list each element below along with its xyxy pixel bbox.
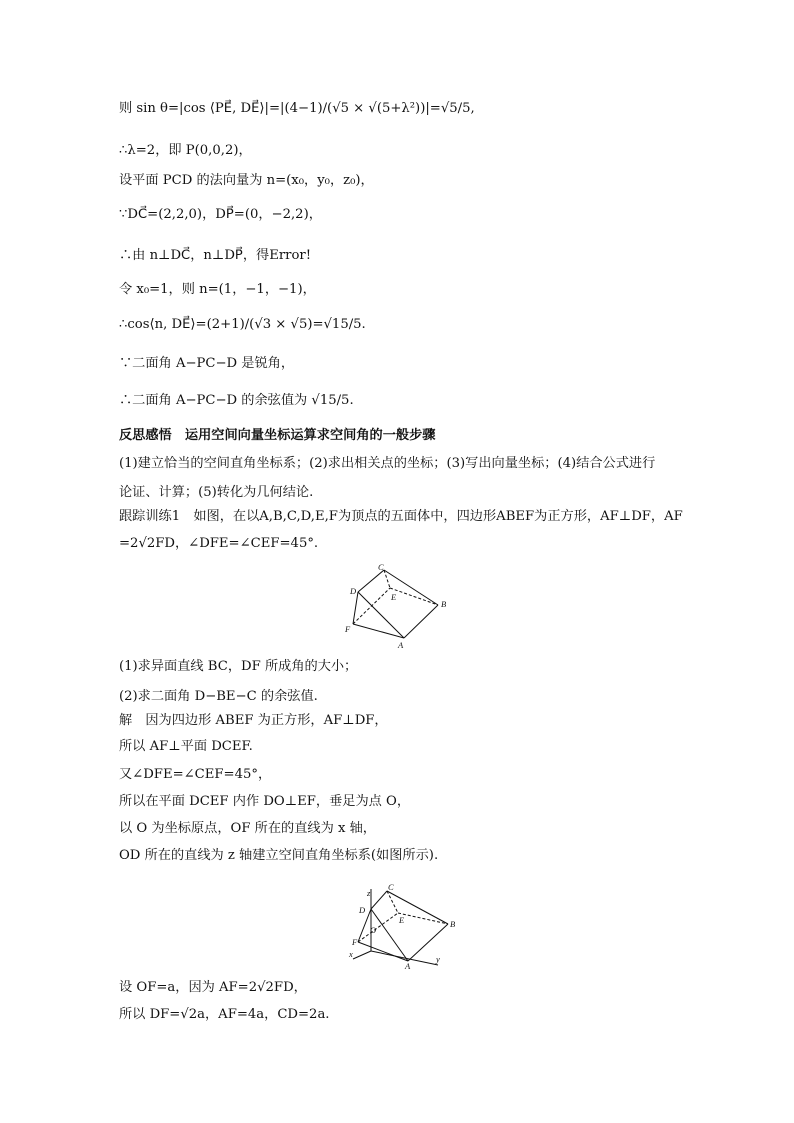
text-line: (1)求异面直线 BC，DF 所成角的大小； — [119, 659, 358, 674]
figure-coordinate-system — [338, 879, 468, 973]
text-line: 所以 AF⊥平面 DCEF. — [119, 739, 253, 754]
label-E: E — [391, 592, 397, 602]
label-C: C — [388, 882, 394, 892]
text-line: 设平面 PCD 的法向量为 n=(x₀，y₀，z₀)， — [119, 173, 374, 188]
axis-label-x: x — [349, 949, 353, 959]
text-line: ∴λ=2，即 P(0,0,2)， — [119, 143, 252, 158]
label-C: C — [378, 562, 384, 572]
text-line: 以 O 为坐标原点，OF 所在的直线为 x 轴， — [119, 821, 376, 836]
figure-2-diagram — [338, 879, 468, 969]
label-A: A — [398, 640, 404, 650]
text-line: 所以 DF=√2a，AF=4a，CD=2a. — [119, 1007, 330, 1022]
text-line: ∵二面角 A−PC−D 是锐角， — [119, 356, 295, 371]
axis-label-y: y — [436, 954, 440, 964]
text-line: 所以在平面 DCEF 内作 DO⊥EF，垂足为点 O， — [119, 794, 411, 809]
axis-label-z: z — [367, 888, 371, 898]
text-line: 解 因为四边形 ABEF 为正方形，AF⊥DF， — [119, 713, 388, 728]
section-heading: 反思感悟 运用空间向量坐标运算求空间角的一般步骤 — [119, 428, 436, 443]
text-line: 跟踪训练1 如图，在以A,B,C,D,E,F为顶点的五面体中，四边形ABEF为正方形，AF⊥DF，AF — [119, 509, 683, 524]
label-O: O — [370, 925, 377, 935]
label-D: D — [359, 905, 366, 915]
label-B: B — [441, 599, 447, 609]
figure-1-diagram — [338, 558, 463, 652]
text-line: 又∠DFE=∠CEF=45°， — [119, 767, 272, 782]
text-line: OD 所在的直线为 z 轴建立空间直角坐标系(如图所示). — [119, 848, 439, 863]
text-line: =2√2FD，∠DFE=∠CEF=45°. — [119, 536, 319, 551]
label-A: A — [405, 961, 411, 969]
text-line: 论证、计算；(5)转化为几何结论. — [119, 485, 314, 500]
text-line: ∴二面角 A−PC−D 的余弦值为 √15/5. — [119, 393, 354, 408]
label-B: B — [450, 919, 456, 929]
text-line: 设 OF=a，因为 AF=2√2FD， — [119, 980, 307, 995]
text-line: ∴由 n⊥DC⃗，n⊥DP⃗，得Error! — [119, 248, 312, 263]
text-line: ∵DC⃗=(2,2,0)，DP⃗=(0，−2,2)， — [119, 207, 322, 222]
label-D: D — [350, 586, 357, 596]
label-F: F — [352, 937, 358, 947]
text-line: 令 x₀=1，则 n=(1，−1，−1)， — [119, 282, 316, 297]
text-line: 则 sin θ=|cos ⟨PE⃗, DE⃗⟩|=|(4−1)/(√5 × √(5+λ²))|=√5/5, — [119, 101, 475, 116]
text-line: ∴cos⟨n, DE⃗⟩=(2+1)/(√3 × √5)=√15/5. — [119, 317, 366, 332]
label-E: E — [399, 915, 405, 925]
label-F: F — [345, 624, 351, 634]
text-line: (2)求二面角 D−BE−C 的余弦值. — [119, 689, 318, 704]
text-line: (1)建立恰当的空间直角坐标系；(2)求出相关点的坐标；(3)写出向量坐标；(4)结合公式进行 — [119, 456, 656, 471]
figure-pentahedron — [338, 558, 463, 656]
